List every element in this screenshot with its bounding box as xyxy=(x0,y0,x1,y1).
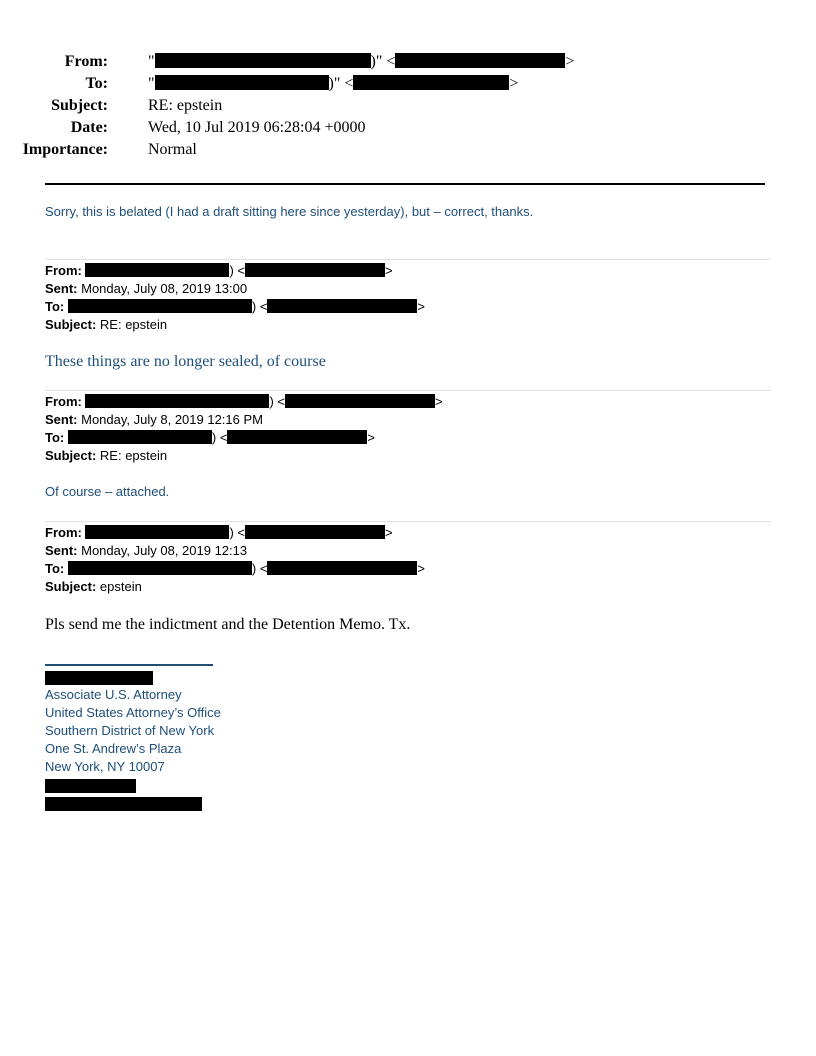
message-divider xyxy=(45,259,771,260)
redaction-box xyxy=(45,671,153,685)
quoted-message-body: Pls send me the indictment and the Detention Memo. Tx. xyxy=(45,616,411,633)
quoted-to-close: > xyxy=(417,561,426,576)
quoted-sent-label: Sent: xyxy=(45,281,78,296)
header-from-value xyxy=(148,51,574,73)
redaction-box xyxy=(267,561,417,575)
redaction-box xyxy=(155,53,371,68)
quoted-subject-value: epstein xyxy=(99,579,142,594)
quoted-sent-row xyxy=(45,542,425,560)
signature-rule xyxy=(45,664,213,666)
signature-block xyxy=(45,686,221,776)
quoted-from-row xyxy=(45,393,443,411)
header-from-close: > xyxy=(565,53,575,70)
quoted-to-label: To: xyxy=(45,561,65,576)
quoted-to-label: To: xyxy=(45,299,65,314)
quoted-subject-value: RE: epstein xyxy=(99,317,168,332)
header-importance-row xyxy=(0,139,780,161)
header-subject-row xyxy=(0,95,780,117)
redaction-box xyxy=(68,430,212,444)
header-to-label: To: xyxy=(85,75,108,92)
signature-street: One St. Andrew’s Plaza xyxy=(45,741,182,756)
message-divider xyxy=(45,521,771,522)
quoted-message-header xyxy=(45,393,443,465)
quote-mark: " xyxy=(148,53,155,70)
quoted-from-separator: ) < xyxy=(229,525,246,540)
quoted-message-body: Of course – attached. xyxy=(45,484,170,499)
quoted-to-separator: ) < xyxy=(211,430,228,445)
quoted-from-label: From: xyxy=(45,394,82,409)
quoted-subject-row xyxy=(45,316,425,334)
redaction-box xyxy=(245,525,385,539)
redaction-box xyxy=(353,75,509,90)
quoted-from-close: > xyxy=(435,394,443,409)
redaction-box xyxy=(285,394,435,408)
quoted-sent-label: Sent: xyxy=(45,543,78,558)
header-to-value xyxy=(148,73,518,95)
quoted-sent-row xyxy=(45,280,425,298)
header-importance-value: Normal xyxy=(148,141,197,158)
header-from-separator: )" < xyxy=(370,53,396,70)
quoted-sent-row xyxy=(45,411,443,429)
header-date-row xyxy=(0,117,780,139)
header-date-value: Wed, 10 Jul 2019 06:28:04 +0000 xyxy=(148,119,366,136)
quoted-from-row xyxy=(45,262,425,280)
quoted-subject-label: Subject: xyxy=(45,448,97,463)
quoted-to-label: To: xyxy=(45,430,65,445)
quoted-to-close: > xyxy=(417,299,426,314)
quoted-subject-row xyxy=(45,447,443,465)
quoted-message-header xyxy=(45,262,425,334)
quoted-sent-value: Monday, July 08, 2019 13:00 xyxy=(81,281,248,296)
quoted-message-header xyxy=(45,524,425,596)
quoted-subject-label: Subject: xyxy=(45,317,97,332)
header-to-separator: )" < xyxy=(328,75,354,92)
quoted-from-separator: ) < xyxy=(269,394,286,409)
quoted-message-body: These things are no longer sealed, of course xyxy=(45,353,326,370)
quoted-to-row xyxy=(45,298,425,316)
quoted-to-separator: ) < xyxy=(251,561,268,576)
redaction-box xyxy=(45,797,202,811)
quoted-from-label: From: xyxy=(45,263,82,278)
quoted-subject-row xyxy=(45,578,425,596)
quoted-from-close: > xyxy=(385,263,393,278)
reply-text: Sorry, this is belated (I had a draft sitting here since yesterday), but – correct, thanks. xyxy=(45,204,534,219)
quoted-sent-label: Sent: xyxy=(45,412,78,427)
redaction-box xyxy=(68,299,252,313)
redaction-box xyxy=(85,263,229,277)
quoted-to-close: > xyxy=(367,430,376,445)
header-divider xyxy=(45,183,765,185)
header-from-label: From: xyxy=(64,53,108,70)
header-from-row xyxy=(0,51,780,73)
quoted-sent-value: Monday, July 08, 2019 12:13 xyxy=(81,543,248,558)
quoted-from-row xyxy=(45,524,425,542)
header-subject-value: RE: epstein xyxy=(148,97,223,114)
quote-mark: " xyxy=(148,75,155,92)
signature-title: Associate U.S. Attorney xyxy=(45,687,182,702)
quoted-from-label: From: xyxy=(45,525,82,540)
signature-office: United States Attorney’s Office xyxy=(45,705,221,720)
quoted-to-row xyxy=(45,560,425,578)
signature-city: New York, NY 10007 xyxy=(45,759,165,774)
redaction-box xyxy=(45,779,136,793)
redaction-box xyxy=(245,263,385,277)
header-to-close: > xyxy=(509,75,519,92)
header-importance-label: Importance: xyxy=(22,141,108,158)
quoted-subject-label: Subject: xyxy=(45,579,97,594)
header-to-row xyxy=(0,73,780,95)
redaction-box xyxy=(155,75,329,90)
redaction-box xyxy=(227,430,367,444)
redaction-box xyxy=(85,394,269,408)
quoted-to-separator: ) < xyxy=(251,299,268,314)
quoted-subject-value: RE: epstein xyxy=(99,448,168,463)
quoted-from-separator: ) < xyxy=(229,263,246,278)
signature-district: Southern District of New York xyxy=(45,723,215,738)
redaction-box xyxy=(85,525,229,539)
message-divider xyxy=(45,390,771,391)
quoted-sent-value: Monday, July 8, 2019 12:16 PM xyxy=(81,412,263,427)
quoted-to-row xyxy=(45,429,443,447)
header-date-label: Date: xyxy=(70,119,108,136)
redaction-box xyxy=(395,53,565,68)
quoted-from-close: > xyxy=(385,525,393,540)
redaction-box xyxy=(68,561,252,575)
header-subject-label: Subject: xyxy=(51,97,108,114)
redaction-box xyxy=(267,299,417,313)
